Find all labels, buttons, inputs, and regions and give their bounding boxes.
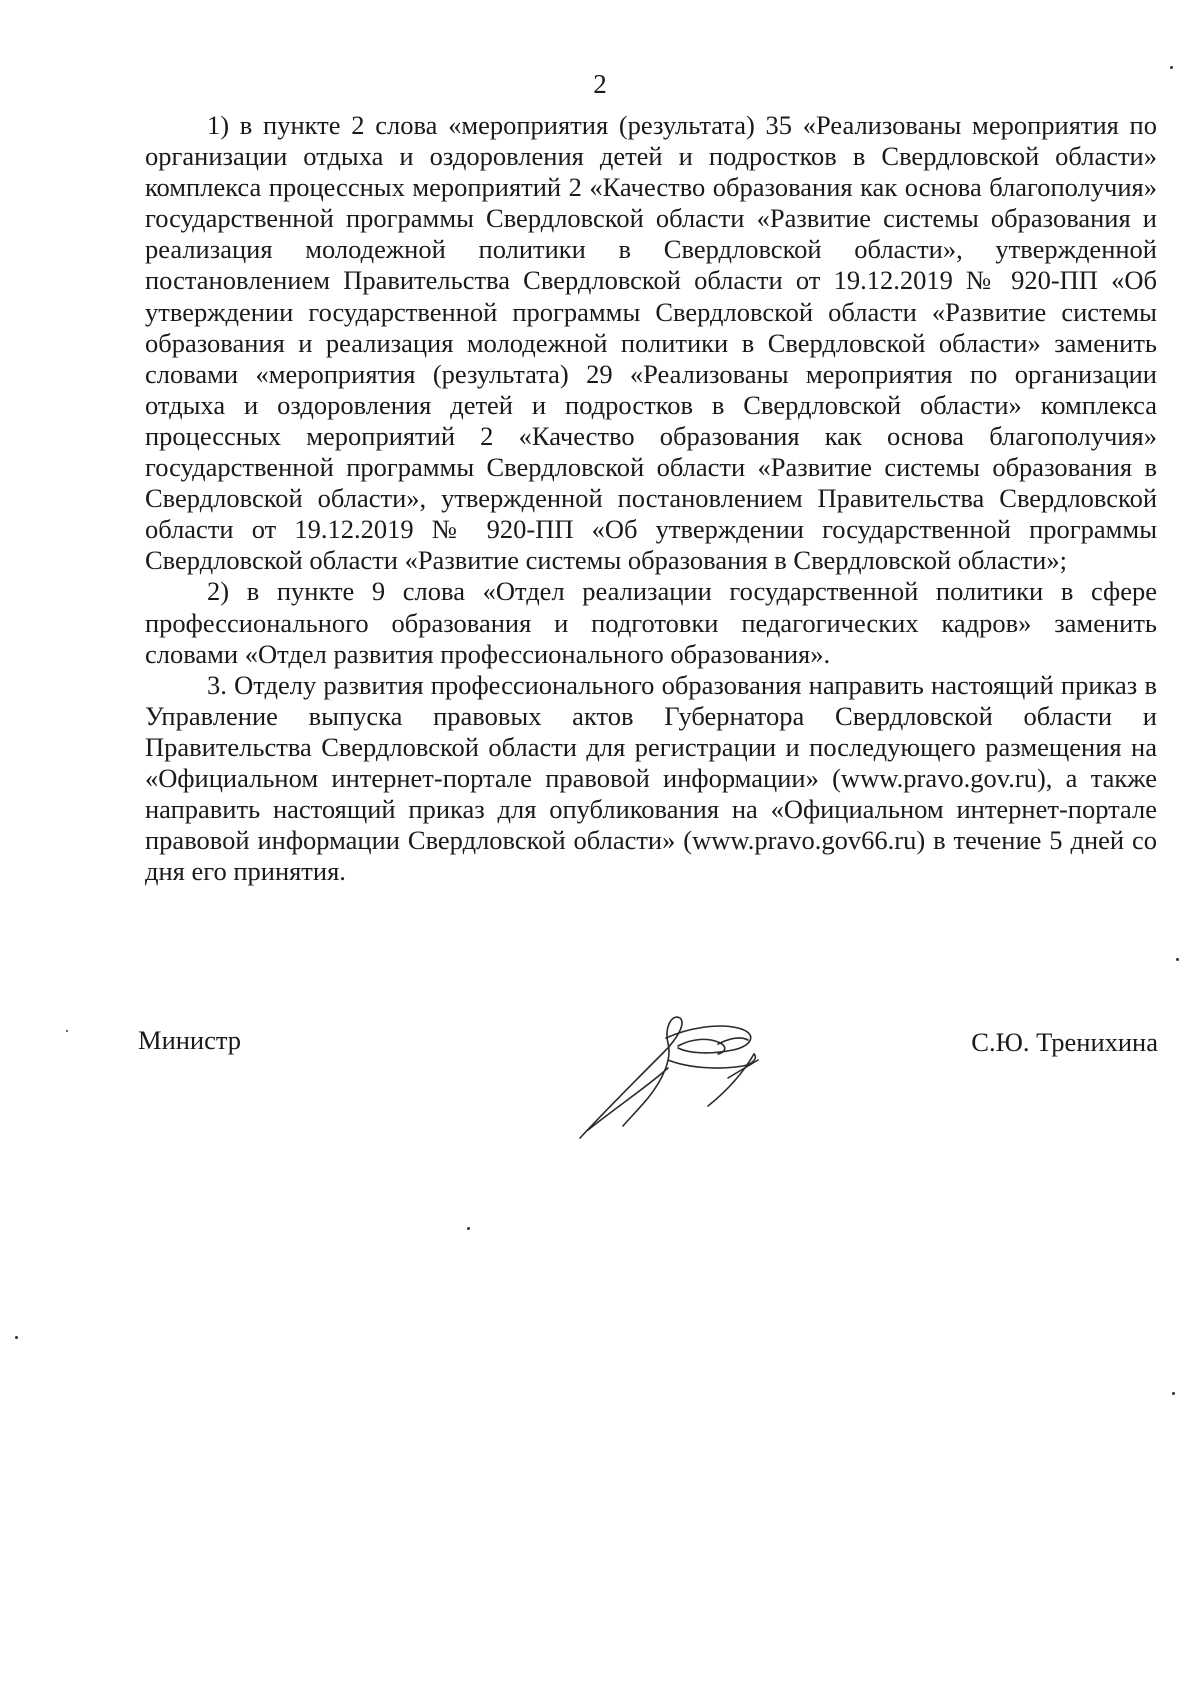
signatory-title: Министр — [138, 1025, 242, 1055]
paragraph-item-3: 3. Отделу развития профессионального образования направить настоящий приказ в Управление выпуска правовых актов Губернатора Свердловской области и Правительства Свердловской области для регистрации и последующего размещения на «Официальном интернет-портале правовой информации» (www.pravo.gov.ru), а также направить настоящий приказ для опубликования на «Официальном интернет-портале правовой информации Свердловской области» (www.pravo.gov66.ru) в течение 5 дней со дня его принятия. — [145, 669, 1157, 887]
scan-speck — [1170, 66, 1173, 69]
scan-speck — [15, 1336, 18, 1339]
signatory-name: С.Ю. Тренихина — [971, 1027, 1158, 1057]
document-body — [145, 110, 1157, 887]
page-number: 2 — [593, 69, 607, 99]
scan-speck — [467, 1227, 470, 1230]
signature-block — [138, 1018, 1158, 1138]
scan-speck — [66, 1030, 68, 1032]
paragraph-item-2: 2) в пункте 9 слова «Отдел реализации государственной политики в сфере профессионального образования и подготовки педагогических кадров» заменить словами «Отдел развития профессионального образования». — [145, 576, 1157, 669]
scan-speck — [1172, 1392, 1175, 1395]
handwritten-signature — [568, 998, 788, 1148]
scan-speck — [1176, 958, 1179, 961]
paragraph-item-1: 1) в пункте 2 слова «мероприятия (результата) 35 «Реализованы мероприятия по организации отдыха и оздоровления детей и подростков в Свердловской области» комплекса процессных мероприятий 2 «Качество образования как основа благополучия» государственной программы Свердловской области «Развитие системы образования и реализация молодежной политики в Свердловской области», утвержденной постановлением Правительства Свердловской области от 19.12.2019 № 920-ПП «Об утверждении государственной программы Свердловской области «Развитие системы образования и реализация молодежной политики в Свердловской области» заменить словами «мероприятия (результата) 29 «Реализованы мероприятия по организации отдыха и оздоровления детей и подростков в Свердловской области» комплекса процессных мероприятий 2 «Качество образования как основа благополучия» государственной программы Свердловской области «Развитие системы образования в Свердловской области», утвержденной постановлением Правительства Свердловской области от 19.12.2019 № 920-ПП «Об утверждении государственной программы Свердловской области «Развитие системы образования в Свердловской области»; — [145, 110, 1157, 576]
